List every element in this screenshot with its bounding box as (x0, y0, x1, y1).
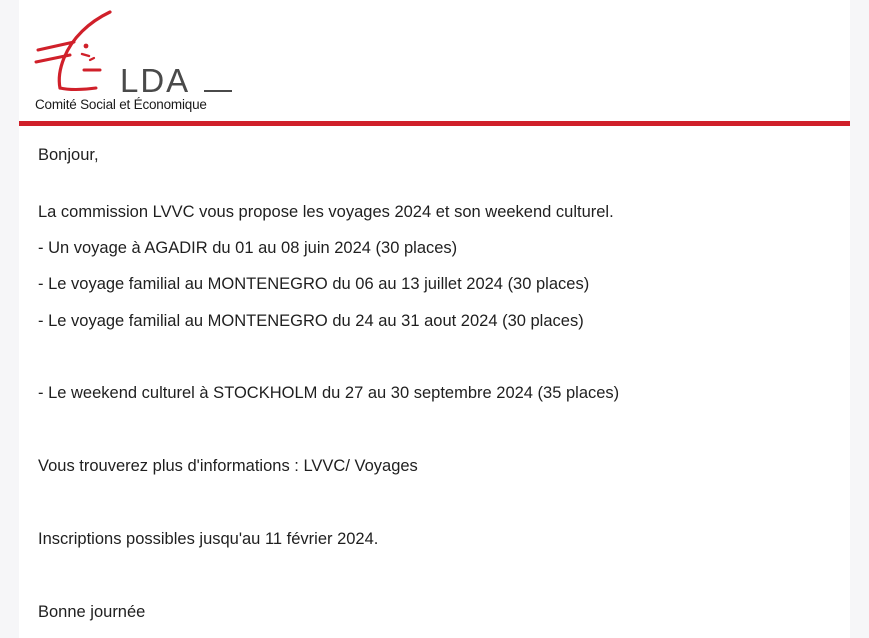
greeting-text: Bonjour, (38, 146, 99, 164)
logo-caption: Comité Social et Économique (35, 97, 207, 112)
trip-item: - Le weekend culturel à STOCKHOLM du 27 au 30 septembre 2024 (35 places) (38, 384, 620, 402)
trip-item: - Le voyage familial au MONTENEGRO du 06 au 13 juillet 2024 (30 places) (38, 275, 590, 293)
deadline-text: Inscriptions possibles jusqu'au 11 février 2024. (38, 530, 379, 548)
info-text: Vous trouverez plus d'informations : LVVC/ Voyages (38, 457, 418, 475)
logo-wordmark: LDA (120, 62, 191, 99)
trip-item: - Le voyage familial au MONTENEGRO du 24 au 31 aout 2024 (30 places) (38, 312, 584, 330)
header-divider (19, 121, 850, 126)
closing-text: Bonne journée (38, 603, 146, 621)
trip-item: - Un voyage à AGADIR du 01 au 08 juin 2024 (30 places) (38, 239, 458, 257)
intro-text: La commission LVVC vous propose les voyages 2024 et son weekend culturel. (38, 203, 614, 221)
cse-logo (34, 8, 234, 114)
euro-people-logo-icon (34, 8, 124, 98)
email-body (19, 0, 850, 638)
